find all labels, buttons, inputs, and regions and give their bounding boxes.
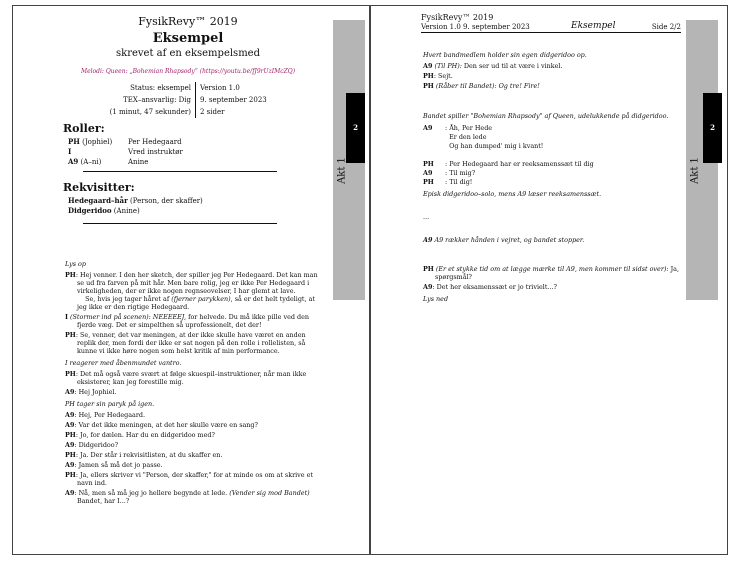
line-a9: A9: Nå, men så må jeg jo hellere begynde at lede. (Vender sig mod Bandet) Bandet, har I...? (65, 489, 310, 505)
line-a9: A9: Jamen så må det jo passe. (65, 461, 163, 469)
song-line: PH : Per Hedegaard har er reeksamenssæt til dig (423, 160, 594, 168)
stage-direction: PH tager sin paryk på igen. (65, 400, 155, 408)
melody-link[interactable]: Melodi: Queen: „Bohemian Rhapsody” (https://youtu.be/fJ9rUzIMcZQ) (80, 68, 296, 75)
script-body (65, 256, 323, 507)
line-a9: A9: Hej Jophiel. (65, 388, 117, 396)
script-body (423, 47, 681, 306)
role-row: PH (Jophiel) Per Hedegaard (68, 137, 182, 146)
page-tab-marker: 2 (346, 93, 365, 163)
song-line: A9 : Til mig? (423, 169, 476, 177)
stage-direction: I reagerer med åbenmundet vantro. (65, 359, 182, 367)
stage-direction: A9 A9 rækker hånden i vejret, og bandet stopper. (423, 236, 585, 244)
stage-direction: Hvert bandmedlem holder sin egen didgeridoo op. (423, 51, 587, 59)
stage-direction: Lys op (65, 260, 86, 268)
status-line: Status: eksempel (130, 84, 191, 92)
song-line: Er den lede (449, 133, 487, 141)
line-ph: PH: Sejt. (423, 72, 453, 80)
prop-row: Hedegaard–hår (Person, der skaffer) (68, 196, 203, 205)
roles-heading: Roller: (63, 122, 105, 135)
line-ph: PH: Ja, ellers skriver vi "Person, der skaffer," for at minde os om at skrive et navn ind. (65, 471, 313, 487)
line-a9: A9: Det her eksamenssæt er jo trivielt...? (423, 283, 557, 291)
song-line: A9 : Åh, Per Hede (423, 124, 493, 132)
revue-header: FysikRevy™ 2019 (421, 13, 494, 22)
roles-list (68, 137, 183, 167)
revue-header: FysikRevy™ 2019 (138, 15, 238, 28)
role-row: I Vred instruktør (68, 147, 183, 156)
stage-direction: Episk didgeridoo–solo, mens A9 læser reeksamenssæt. (423, 190, 602, 198)
divider (83, 223, 277, 224)
date: 9. september 2023 (200, 96, 267, 104)
stage-direction: Lys ned (423, 295, 449, 303)
line-ph: PH: Jo, for dælen. Har du en didgeridoo med? (65, 431, 215, 439)
line-a9: A9: Var det ikke meningen, at det her skulle være en sang? (65, 421, 258, 429)
page-tab-marker: 2 (703, 93, 722, 163)
divider (83, 171, 277, 172)
status-divider (195, 82, 196, 118)
page-title: Eksempel (152, 31, 224, 46)
page-count: 2 sider (200, 108, 225, 116)
tex-responsible: TEX–ansvarlig: Dig (123, 96, 191, 104)
running-title: Eksempel (571, 21, 616, 31)
line-i: I (Stormer ind på scenen): NEEEEEJ, for helvede. Du må ikke pille ved den fjerde væg. Det er simpelthen så uprofessionelt, det der! (65, 313, 309, 329)
line-ph: PH: Hej venner. I den her sketch, der spiller jeg Per Hedegaard. Det kan man se ud fra farven på mit hår. Men bare rolig, jeg er ikke Per Hedegaard i virkeligheden, der er ikke nogen regnseovelser, I har glemt at lave. Se, hvis jeg tager håret af (fjerner parykken), så er det helt tydeligt, at jeg ikke er den rigtige Hedegaard. (65, 271, 318, 311)
prop-row: Didgeridoo (Anine) (68, 206, 140, 215)
duration: (1 minut, 47 sekunder) (109, 108, 191, 116)
page-1 (12, 5, 370, 555)
line-ph: PH (Råber til Bandet): Og tre! Fire! (423, 82, 540, 90)
running-header (421, 23, 681, 33)
line-a9: A9: Didgeridoo? (65, 441, 119, 449)
act-label: Akt 1 (336, 157, 348, 184)
line-ph: PH: Ja. Der står i rekvisitlisten, at du skaffer en. (65, 451, 223, 459)
line-ph: PH (Er et stykke tid om at lægge mærke til A9, men kommer til sidst over): Ja, spørgsmål? (423, 265, 679, 281)
song-line: Og han dumped' mig i kvant! (449, 142, 544, 150)
page-number: Side 2/2 (651, 23, 681, 31)
ellipsis: ... (423, 213, 430, 221)
line-a9: A9 (Til PH): Den ser ud til at være i vinkel. (423, 62, 563, 70)
role-row: A9 (A–ni) Anine (68, 157, 149, 166)
props-list (68, 196, 203, 216)
props-heading: Rekvisitter: (63, 181, 135, 194)
page-2 (370, 5, 728, 555)
version-date: Version 1.0 9. september 2023 (421, 23, 530, 31)
version: Version 1.0 (200, 84, 240, 92)
line-ph: PH: Se, venner, det var meningen, at der ikke skulle have været en anden replik der, men fordi der ikke er sat nogen på den rolle i rollelisten, så kunne vi ikke høre nogen som helst kritik af min performance. (65, 331, 306, 355)
page-subtitle: skrevet af en eksempelsmed (116, 48, 260, 59)
line-a9: A9: Hej, Per Hedegaard. (65, 411, 145, 419)
stage-direction: Bandet spiller "Bohemian Rhapsody" af Queen, udelukkende på didgeridoo. (423, 112, 669, 120)
song-line: PH : Til dig! (423, 178, 473, 186)
line-ph: PH: Det må også være svært at følge skuespil–instruktioner, når man ikke eksisterer, kan jeg forestille mig. (65, 370, 307, 386)
act-label: Akt 1 (689, 157, 701, 184)
